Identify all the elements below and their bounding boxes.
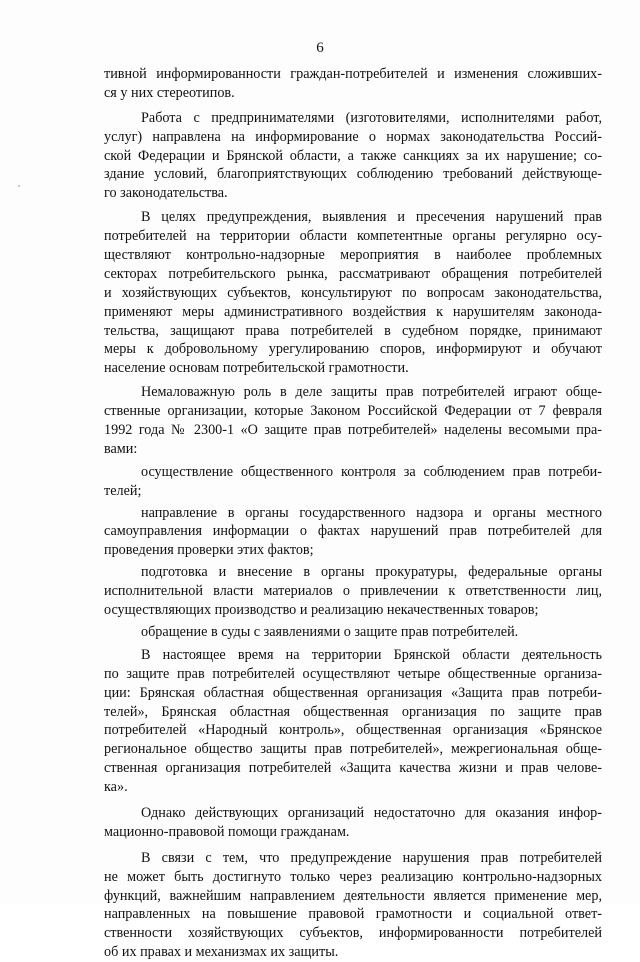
text-line: ственности хозяйствующих субъектов, информированности потребителей bbox=[104, 925, 602, 942]
paragraph bbox=[104, 109, 602, 203]
text-line: Немаловажную роль в деле защиты прав потребителей играют обще- bbox=[141, 384, 602, 401]
text-line: региональное общество защиты прав потребителей», межрегиональная обще- bbox=[104, 741, 602, 758]
paragraph bbox=[104, 623, 602, 642]
paragraph bbox=[104, 463, 602, 501]
paragraph bbox=[104, 563, 602, 620]
text-line: осуществление общественного контроля за соблюдением прав потреби- bbox=[141, 463, 602, 480]
text-line: ка». bbox=[104, 779, 128, 796]
text-line: обращение в суды с заявлениями о защите прав потребителей. bbox=[141, 623, 519, 640]
body-text bbox=[104, 65, 602, 962]
text-line: телей», Брянская областная общественная организация по защите прав bbox=[104, 703, 602, 720]
paragraph bbox=[104, 208, 602, 378]
text-line: меры к добровольному урегулированию споров, информируют и обучают bbox=[104, 341, 602, 358]
scan-speck bbox=[18, 185, 20, 187]
text-line: исполнительной власти материалов о привлечении к ответственности лиц, bbox=[104, 583, 602, 600]
text-line: Работа с предпринимателями (изготовителями, исполнителями работ, bbox=[141, 109, 602, 126]
text-line: вами: bbox=[104, 440, 138, 457]
text-line: направление в органы государственного надзора и органы местного bbox=[141, 504, 602, 521]
text-line: В целях предупреждения, выявления и пресечения нарушений прав bbox=[141, 209, 602, 226]
text-line: ственная организация потребителей «Защита качества жизни и прав челове- bbox=[104, 760, 602, 777]
text-line: 1992 года № 2300-1 «О защите прав потребителей» наделены весомыми пра- bbox=[104, 422, 602, 439]
text-line: В связи с тем, что предупреждение нарушения прав потребителей bbox=[141, 849, 602, 866]
text-line: население основам потребительской грамотности. bbox=[104, 360, 409, 377]
text-line: телей; bbox=[104, 482, 142, 499]
text-line: мационно-правовой помощи гражданам. bbox=[104, 823, 350, 840]
text-line: самоуправления информации о фактах нарушений прав потребителей для bbox=[104, 523, 602, 540]
text-line: тельства, защищают права потребителей в судебном порядке, принимают bbox=[104, 322, 602, 339]
text-line: об их правах и механизмах их защиты. bbox=[104, 944, 339, 961]
text-line: ции: Брянская областная общественная организация «Защита прав потреби- bbox=[104, 684, 602, 701]
text-line: проведения проверки этих фактов; bbox=[104, 542, 314, 559]
text-line: функций, важнейшим направлением деятельности является применение мер, bbox=[104, 887, 602, 904]
text-line: ственные организации, которые Законом Российской Федерации от 7 февраля bbox=[104, 403, 602, 420]
text-line: ществляют контрольно-надзорные мероприятия в наиболее проблемных bbox=[104, 247, 602, 264]
text-line: потребителей «Народный контроль», общественная организация «Брянское bbox=[104, 722, 602, 739]
text-line: ской Федерации и Брянской области, а также санкциях за их нарушение; со- bbox=[104, 147, 602, 164]
text-line: не может быть достигнуто только через реализацию контрольно-надзорных bbox=[104, 868, 602, 885]
text-line: В настоящее время на территории Брянской области деятельность bbox=[141, 646, 602, 663]
text-line: услуг) направлена на информирование о нормах законодательства Россий- bbox=[104, 128, 602, 145]
text-line: Однако действующих организаций недостаточно для оказания инфор- bbox=[141, 804, 602, 821]
text-line: осуществляющих производство и реализацию некачественных товаров; bbox=[104, 602, 539, 619]
text-line: го законодательства. bbox=[104, 185, 228, 202]
paragraph bbox=[104, 383, 602, 459]
text-line: ся у них стереотипов. bbox=[104, 84, 235, 101]
paragraph bbox=[104, 804, 602, 842]
page-number: 6 bbox=[316, 40, 324, 56]
paragraph bbox=[104, 646, 602, 797]
text-line: секторах потребительского рынка, рассматривают обращения потребителей bbox=[104, 265, 602, 282]
text-line: тивной информированности граждан-потребителей и изменения сложивших- bbox=[104, 66, 602, 82]
paragraph bbox=[104, 849, 602, 962]
paragraph bbox=[104, 65, 602, 103]
text-line: подготовка и внесение в органы прокуратуры, федеральные органы bbox=[141, 564, 602, 581]
paragraph bbox=[104, 504, 602, 561]
text-line: применяют меры административного воздействия к нарушителям законода- bbox=[104, 303, 602, 320]
text-line: и хозяйствующих субъектов, консультируют по вопросам законодательства, bbox=[104, 284, 602, 301]
text-line: потребителей на территории области компетентные органы регулярно осу- bbox=[104, 228, 602, 245]
text-line: направленных на повышение правовой грамотности и социальной ответ- bbox=[104, 906, 602, 923]
text-line: здание условий, благоприятствующих соблюдению требований действующе- bbox=[104, 166, 602, 183]
text-line: по защите прав потребителей осуществляют четыре общественные организа- bbox=[104, 665, 602, 682]
